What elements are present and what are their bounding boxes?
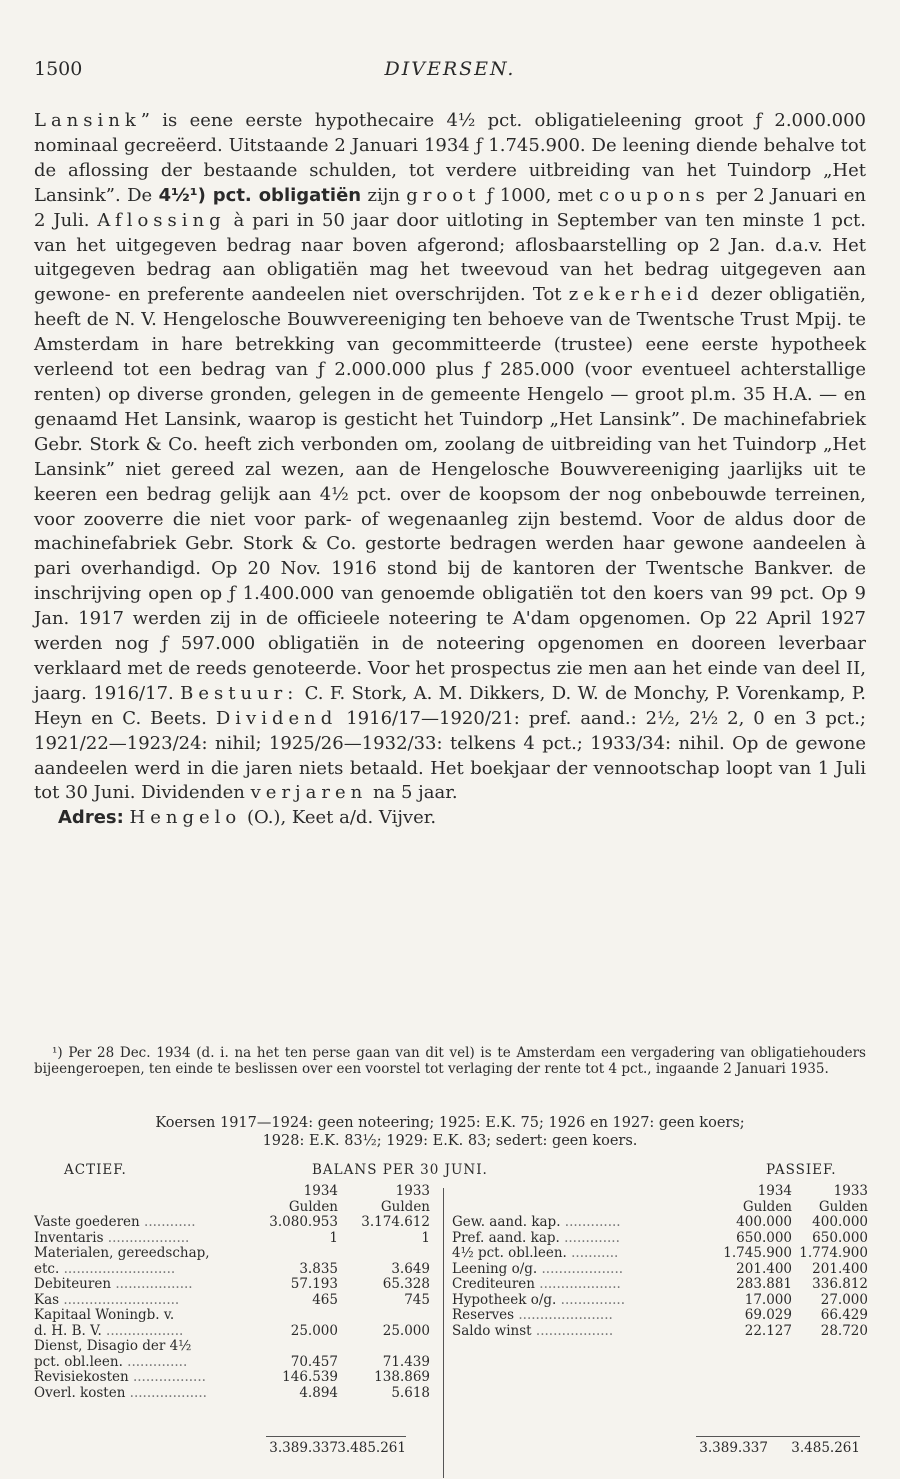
text-run: per 2 Januari en 2 Juli.	[34, 184, 866, 231]
footnote-text: ¹) Per 28 Dec. 1934 (d. i. na het ten perse gaan van dit vel) is te Amsterdam een vergadering van obligatiehouders bijeengeroepen, ten einde te beslissen over een voorstel tot verlaging der rente tot 4 pct., ingaande 2 Januari 1935.	[34, 1045, 866, 1077]
balance-columns	[34, 1184, 866, 1474]
value-1933: 65.328	[382, 1276, 430, 1292]
page-header	[34, 58, 866, 88]
value-1933: 25.000	[382, 1322, 430, 1339]
passief-label: PASSIEF.	[766, 1162, 837, 1178]
passief-total-1933: 3.485.261	[791, 1440, 860, 1456]
leader-dots: ..................	[531, 1323, 614, 1339]
text-run: à pari in 50 jaar door uitloting in September van ten minste 1 pct. van het uitgegeven bedrag naar boven afgerond; aflosbaarstelling op 2 Jan. d.a.v. Het uitgegeven bedrag aan obligatiën mag het tweevoud van het bedrag uitgegeven aan gewone- en preferente aandeelen niet overschrijden. Tot	[34, 209, 866, 306]
koersen-line-2: 1928: E.K. 83½; 1929: E.K. 83; sedert: geen koers.	[262, 1133, 638, 1149]
balance-title: BALANS PER 30 JUNI.	[312, 1162, 488, 1178]
footnote	[34, 1046, 866, 1077]
balance-row	[452, 1277, 866, 1293]
value-1933: 400.000	[812, 1214, 868, 1230]
balance-row	[34, 1355, 434, 1371]
balance-row	[452, 1308, 866, 1324]
value-1933: 27.000	[820, 1291, 868, 1308]
value-1933: 138.869	[374, 1369, 430, 1385]
row-label	[34, 1246, 270, 1262]
address-rest: (O.), Keet a/d. Vijver.	[241, 807, 437, 829]
main-paragraph	[34, 109, 866, 806]
row-label	[34, 1308, 270, 1324]
passief-side	[452, 1184, 866, 1339]
spaced-term: Bestuur:	[180, 682, 299, 704]
row-label-text: d. H. B. V.	[34, 1323, 102, 1339]
leader-dots: ...............	[556, 1292, 626, 1308]
balance-row	[452, 1262, 866, 1278]
value-1933: 71.439	[382, 1353, 430, 1370]
value-1934: 650.000	[736, 1229, 792, 1246]
row-label-text: Pref. aand. kap.	[452, 1230, 560, 1246]
text-run: na 5 jaar.	[367, 782, 458, 804]
spaced-term: verjaren	[250, 782, 368, 804]
year-label: 1933	[395, 1183, 430, 1199]
text-run: ” is eene eerste hypothecaire 4½ pct. obligatieleening groot ƒ 2.000.000 nominaal gecreëerd. Uitstaande 2 Januari 1934 ƒ 1.745.900. De leening diende behalve tot de aflossing der bestaande schulden, tot verdere uitbreiding van het Tuindorp „Het Lansink”. De	[34, 110, 866, 206]
leader-dots: ...................	[534, 1277, 621, 1292]
row-label-text: Overl. kosten	[34, 1385, 126, 1401]
year-label: 1934	[757, 1183, 792, 1199]
row-label-text: Debiteuren	[34, 1277, 112, 1292]
row-label	[452, 1246, 714, 1262]
value-1934: 22.127	[744, 1322, 792, 1339]
value-1933: 1	[421, 1229, 430, 1246]
actief-label: ACTIEF.	[64, 1162, 127, 1178]
leader-dots: ...........	[566, 1246, 619, 1261]
value-1934: 1	[329, 1229, 338, 1246]
text-run: zijn	[361, 184, 407, 206]
leader-dots: ..................	[111, 1277, 193, 1292]
row-label	[452, 1308, 714, 1324]
spaced-term: coupons	[599, 184, 710, 206]
balance-row	[34, 1308, 434, 1324]
value-1934: 3.835	[299, 1260, 338, 1277]
address-label: Adres:	[58, 807, 124, 829]
balance-heading	[34, 1162, 866, 1184]
row-label-text: Materialen, gereedschap,	[34, 1246, 210, 1261]
passief-total-rule	[696, 1436, 860, 1437]
value-1934: 69.029	[744, 1307, 792, 1323]
passief-unit-head	[452, 1200, 866, 1216]
row-label-text: Dienst, Disagio der 4½	[34, 1339, 192, 1354]
row-label	[34, 1370, 270, 1386]
balance-row	[34, 1262, 434, 1278]
value-1934: 3.080.953	[269, 1214, 338, 1230]
row-label	[34, 1293, 270, 1309]
row-label-text: Saldo winst	[452, 1323, 532, 1339]
leader-dots: ..............	[122, 1354, 188, 1370]
spaced-term: groot	[406, 184, 481, 206]
bold-term: 4½¹) pct. obligatiën	[158, 184, 362, 206]
value-1934: 70.457	[290, 1353, 338, 1370]
row-label-text: Kas	[34, 1292, 60, 1308]
actief-total-1933: 3.485.261	[337, 1440, 406, 1456]
value-1933: 66.429	[820, 1307, 868, 1323]
value-1933: 201.400	[812, 1260, 868, 1277]
value-1933: 336.812	[812, 1276, 868, 1292]
leader-dots: ..........................	[59, 1261, 176, 1277]
balance-sheet	[34, 1162, 866, 1474]
row-label-text: 4½ pct. obl.leen.	[452, 1246, 567, 1261]
balance-row	[34, 1246, 434, 1262]
text-run: dezer obligatiën, heeft de N. V. Hengelosche Bouwvereeniging ten behoeve van de Twentsche Trust Mpij. te Amsterdam in hare betrekking van gecommitteerde (trustee) eene eerste hypotheek verleend tot een bedrag van ƒ 2.000.000 plus ƒ 285.000 (voor eventueel achterstallige renten) op diverse gronden, gelegen in de gemeente Hengelo — groot pl.m. 35 H.A. — en genaamd Het Lansink, waarop is gesticht het Tuindorp „Het Lansink”. De machinefabriek Gebr. Stork & Co. heeft zich verbonden om, zoolang de uitbreiding van het Tuindorp „Het Lansink” niet gereed zal wezen, aan de Hengelosche Bouwvereeniging jaarlijks uit te keeren een bedrag gelijk aan 4½ pct. over de koopsom der nog onbebouwde terreinen, voor zooverre die niet voor park- of wegenaanleg zijn bestemd. Voor de aldus door de machinefabriek Gebr. Stork & Co. gestorte bedragen werden haar gewone aandeelen à pari overhandigd. Op 20 Nov. 1916 stond bij de kantoren der Twentsche Bankver. de inschrijving open op ƒ 1.400.000 van genoemde obligatiën tot den koers van 99 pct. Op 9 Jan. 1917 werden zij in de officieele noteering te A'dam opgenomen. Op 22 April 1927 werden nog ƒ 597.000 obligatiën in de noteering opgenomen en dooreen leverbaar verklaard met de reeds genoteerde. Voor het prospectus zie men aan het einde van deel II, jaarg. 1916/17.	[34, 284, 866, 704]
row-label-text: Leening o/g.	[452, 1261, 538, 1277]
year-label: 1933	[833, 1183, 868, 1199]
row-label-text: etc.	[34, 1261, 60, 1277]
value-1934: 4.894	[299, 1384, 338, 1401]
row-label-text: Reserves	[452, 1308, 515, 1323]
row-label	[34, 1339, 270, 1355]
value-1934: 201.400	[736, 1260, 792, 1277]
unit-label: Gulden	[288, 1198, 338, 1215]
actief-total-1934: 3.389.337	[269, 1440, 338, 1456]
leader-dots: ...........................	[59, 1292, 180, 1308]
body-text	[34, 109, 866, 831]
page-number: 1500	[34, 58, 83, 80]
row-label	[452, 1277, 714, 1293]
row-label-text: Gew. aand. kap.	[452, 1215, 561, 1230]
leader-dots: ............	[139, 1215, 196, 1230]
value-1934: 57.193	[290, 1276, 338, 1292]
unit-label: Gulden	[818, 1198, 868, 1215]
row-label	[34, 1277, 270, 1293]
actief-side	[34, 1184, 434, 1401]
row-label-text: Kapitaal Woningb. v.	[34, 1308, 175, 1323]
balance-row	[452, 1324, 866, 1340]
row-label-text: Revisiekosten	[34, 1370, 129, 1385]
value-1934: 25.000	[290, 1322, 338, 1339]
spaced-term: Dividend	[215, 707, 338, 729]
leader-dots: ..................	[101, 1323, 184, 1339]
balance-row	[452, 1215, 866, 1231]
row-label	[452, 1215, 714, 1231]
leader-dots: ...................	[537, 1261, 624, 1277]
year-label: 1934	[303, 1183, 338, 1199]
balance-row	[452, 1246, 866, 1262]
row-label-text: pct. obl.leen.	[34, 1354, 123, 1370]
balance-row	[34, 1370, 434, 1386]
value-1934: 146.539	[282, 1369, 338, 1385]
passief-year-head	[452, 1184, 866, 1200]
value-1933: 3.174.612	[361, 1214, 430, 1230]
balance-row	[34, 1324, 434, 1340]
value-1934: 283.881	[736, 1276, 792, 1292]
spaced-term: Lansink	[34, 110, 141, 131]
row-label-text: Hypotheek o/g.	[452, 1292, 557, 1308]
leader-dots: .................	[128, 1370, 206, 1385]
balance-row	[452, 1231, 866, 1247]
balance-row	[34, 1215, 434, 1231]
balance-row	[34, 1339, 434, 1355]
text-run: 1916/17—1920/21: pref. aand.: 2½, 2½ 2, 0 en 3 pct.; 1921/22—1923/24: nihil; 1925/26—1932/33: telkens 4 pct.; 1933/34: nihil. Op de gewone aandeelen werd in die jaren niets betaald. Het boekjaar der vennootschap loopt van 1 Juli tot 30 Juni. Dividenden	[34, 707, 866, 804]
row-label	[452, 1324, 714, 1340]
leader-dots: ...................	[103, 1230, 190, 1246]
row-label	[452, 1293, 714, 1309]
row-label	[34, 1262, 270, 1278]
value-1933: 650.000	[812, 1229, 868, 1246]
actief-year-head	[34, 1184, 434, 1200]
value-1934: 1.745.900	[723, 1245, 792, 1261]
balance-row	[34, 1277, 434, 1293]
value-1934: 465	[312, 1291, 338, 1308]
value-1933: 1.774.900	[799, 1245, 868, 1261]
text-run: ƒ 1000, met	[480, 184, 600, 206]
value-1934: 400.000	[736, 1214, 792, 1230]
leader-dots: .............	[559, 1230, 620, 1246]
balance-row	[34, 1386, 434, 1402]
column-divider	[443, 1188, 444, 1478]
balance-row	[34, 1293, 434, 1309]
leader-dots: ......................	[514, 1308, 613, 1323]
row-label-text: Vaste goederen	[34, 1215, 140, 1230]
address-city: Hengelo	[129, 807, 242, 829]
row-label	[34, 1324, 270, 1340]
actief-unit-head	[34, 1200, 434, 1216]
running-head: DIVERSEN.	[384, 58, 516, 80]
value-1933: 745	[404, 1291, 430, 1308]
leader-dots: ..................	[125, 1385, 207, 1401]
value-1933: 5.618	[391, 1384, 430, 1401]
address-line	[34, 806, 866, 831]
leader-dots: .............	[560, 1215, 621, 1230]
row-label-text: Crediteuren	[452, 1277, 535, 1292]
row-label	[34, 1355, 270, 1371]
value-1933: 28.720	[820, 1322, 868, 1339]
actief-total-rule	[266, 1436, 406, 1437]
row-label	[34, 1231, 270, 1247]
koersen-block	[34, 1114, 866, 1150]
row-label	[34, 1215, 270, 1231]
row-label-text: Inventaris	[34, 1230, 104, 1246]
value-1934: 17.000	[744, 1291, 792, 1308]
spaced-term: Aflossing	[97, 209, 226, 231]
text-run: C. F. Stork, A. M. Dikkers, D. W. de Monchy, P. Vorenkamp, P. Heyn en C. Beets.	[34, 682, 866, 729]
value-1933: 3.649	[391, 1260, 430, 1277]
spaced-term: zekerheid	[568, 284, 704, 306]
balance-row	[34, 1231, 434, 1247]
balance-row	[452, 1293, 866, 1309]
passief-total-1934: 3.389.337	[699, 1440, 768, 1456]
row-label	[452, 1231, 714, 1247]
koersen-line-1: Koersen 1917—1924: geen noteering; 1925: E.K. 75; 1926 en 1927: geen koers;	[155, 1115, 745, 1131]
unit-label: Gulden	[742, 1198, 792, 1215]
row-label	[34, 1386, 270, 1402]
row-label	[452, 1262, 714, 1278]
unit-label: Gulden	[380, 1198, 430, 1215]
